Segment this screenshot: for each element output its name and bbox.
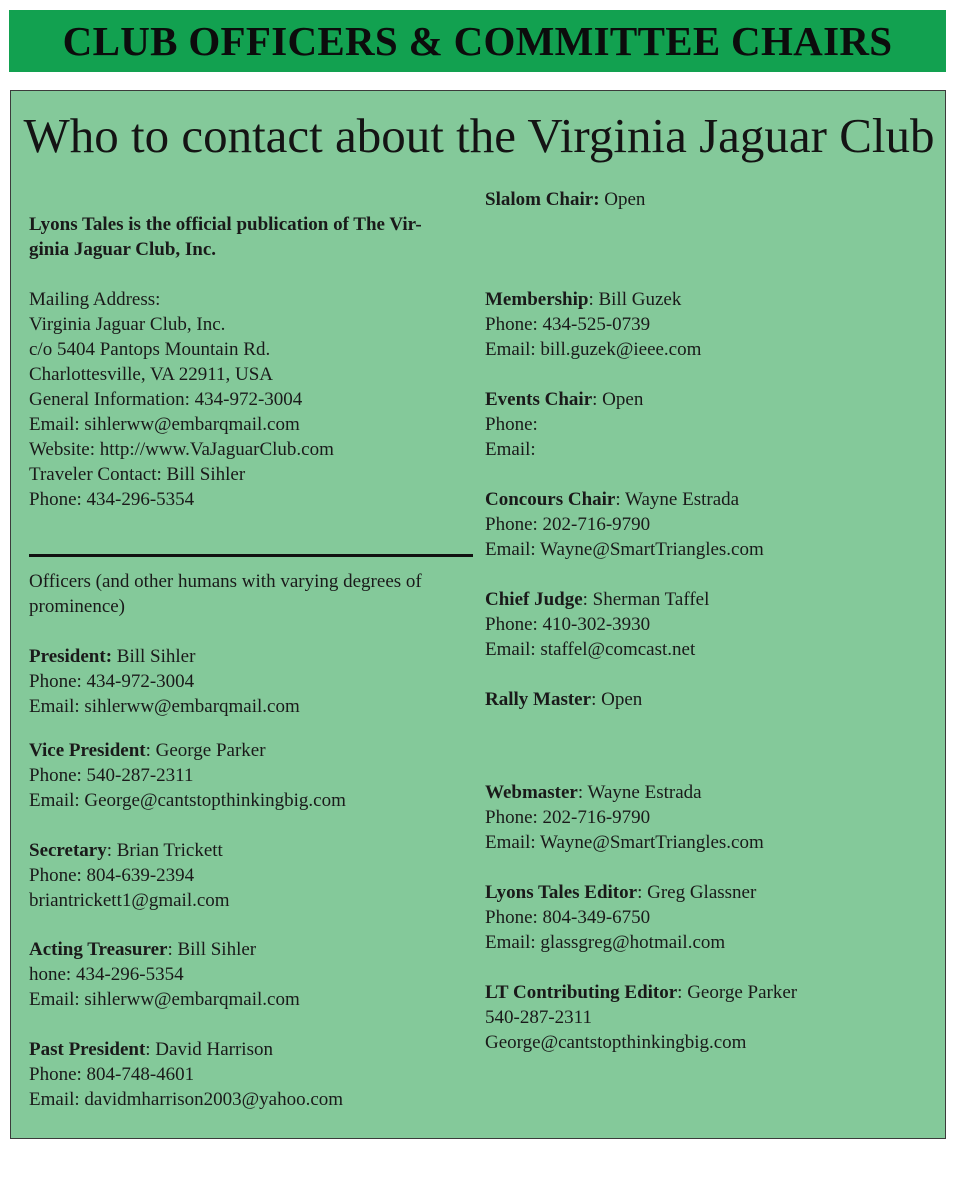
chair-slalom [485, 187, 935, 212]
address-line: Mailing Address: [29, 289, 161, 310]
officer-name: : George Parker [145, 740, 266, 761]
chair-chief-judge [485, 587, 935, 662]
publication-note-line: ginia Jaguar Club, Inc. [29, 239, 217, 260]
chair-phone: Phone: [485, 414, 538, 435]
officer-email: briantrickett1@gmail.com [29, 890, 230, 911]
chair-lyons-tales-editor [485, 880, 935, 955]
chair-name: : Open [592, 389, 644, 410]
chair-phone: Phone: 804-349-6750 [485, 907, 651, 928]
chair-email: Email: glassgreg@hotmail.com [485, 932, 726, 953]
address-line: Traveler Contact: Bill Sihler [29, 464, 246, 485]
chair-email: Email: staffel@comcast.net [485, 639, 696, 660]
address-line: c/o 5404 Pantops Mountain Rd. [29, 339, 271, 360]
officer-email: Email: sihlerww@embarqmail.com [29, 696, 300, 717]
chair-events [485, 387, 935, 462]
chair-email: Email: Wayne@SmartTriangles.com [485, 539, 764, 560]
officer-email: Email: George@cantstopthinkingbig.com [29, 790, 346, 811]
chair-name: : Open [591, 689, 643, 710]
officer-acting-treasurer [29, 937, 475, 1012]
chair-webmaster [485, 780, 935, 855]
chair-role: LT Contributing Editor [485, 982, 678, 1003]
address-line: Virginia Jaguar Club, Inc. [29, 314, 226, 335]
officer-phone: Phone: 434-972-3004 [29, 671, 195, 692]
chair-role: Webmaster [485, 782, 578, 803]
chair-phone: 540-287-2311 [485, 1007, 592, 1028]
chair-phone: Phone: 202-716-9790 [485, 514, 651, 535]
officer-past-president [29, 1037, 475, 1112]
chair-name: Open [599, 189, 646, 210]
officer-phone: Phone: 540-287-2311 [29, 765, 194, 786]
chair-role: Slalom Chair: [485, 189, 600, 210]
officer-role: Vice President [29, 740, 146, 761]
officer-role: Past President [29, 1039, 146, 1060]
chair-role: Membership [485, 289, 589, 310]
chair-role: Events Chair [485, 389, 593, 410]
officer-email: Email: sihlerww@embarqmail.com [29, 989, 300, 1010]
officer-secretary [29, 838, 475, 913]
panel-title: Who to contact about the Virginia Jaguar Club [23, 108, 935, 163]
address-line: Phone: 434-296-5354 [29, 489, 195, 510]
contact-panel [10, 90, 946, 1139]
chair-name: : George Parker [677, 982, 798, 1003]
publication-note-line: Lyons Tales is the official publication of The Vir- [29, 214, 422, 235]
officer-vice-president [29, 738, 475, 813]
officer-email: Email: davidmharrison2003@yahoo.com [29, 1089, 344, 1110]
chair-role: Lyons Tales Editor [485, 882, 638, 903]
chair-phone: Phone: 434-525-0739 [485, 314, 651, 335]
address-line: General Information: 434-972-3004 [29, 389, 303, 410]
chair-name: : Wayne Estrada [577, 782, 702, 803]
officer-role: President: [29, 646, 113, 667]
chair-phone: Phone: 410-302-3930 [485, 614, 651, 635]
mailing-address [29, 287, 475, 512]
officer-role: Acting Treasurer [29, 939, 168, 960]
chair-membership [485, 287, 935, 362]
officer-president [29, 644, 475, 719]
officers-intro-line: Officers (and other humans with varying degrees of [29, 571, 422, 592]
officer-phone: Phone: 804-639-2394 [29, 865, 195, 886]
chair-name: : Bill Guzek [588, 289, 682, 310]
officer-phone: Phone: 804-748-4601 [29, 1064, 195, 1085]
chair-rally-master [485, 687, 935, 712]
chair-name: : Greg Glassner [637, 882, 757, 903]
publication-note [29, 212, 475, 262]
header-banner [9, 10, 946, 72]
officer-name: Bill Sihler [112, 646, 196, 667]
address-line: Website: http://www.VaJaguarClub.com [29, 439, 334, 460]
chair-role: Chief Judge [485, 589, 583, 610]
officer-name: : David Harrison [145, 1039, 273, 1060]
chair-name: : Wayne Estrada [615, 489, 740, 510]
officer-role: Secretary [29, 840, 107, 861]
address-line: Charlottesville, VA 22911, USA [29, 364, 274, 385]
section-divider [29, 554, 473, 557]
address-line: Email: sihlerww@embarqmail.com [29, 414, 300, 435]
page-title: CLUB OFFICERS & COMMITTEE CHAIRS [62, 18, 893, 64]
officer-name: : Brian Trickett [106, 840, 223, 861]
chair-phone: Phone: 202-716-9790 [485, 807, 651, 828]
chair-role: Concours Chair [485, 489, 616, 510]
officers-intro [29, 569, 475, 619]
officers-intro-line: prominence) [29, 596, 126, 617]
chair-email: George@cantstopthinkingbig.com [485, 1032, 747, 1053]
chair-name: : Sherman Taffel [582, 589, 710, 610]
chair-email: Email: Wayne@SmartTriangles.com [485, 832, 764, 853]
chair-email: Email: bill.guzek@ieee.com [485, 339, 702, 360]
chair-concours [485, 487, 935, 562]
chair-role: Rally Master [485, 689, 592, 710]
officer-name: : Bill Sihler [167, 939, 257, 960]
officer-phone: hone: 434-296-5354 [29, 964, 184, 985]
chair-lt-contributing-editor [485, 980, 935, 1055]
chair-email: Email: [485, 439, 536, 460]
